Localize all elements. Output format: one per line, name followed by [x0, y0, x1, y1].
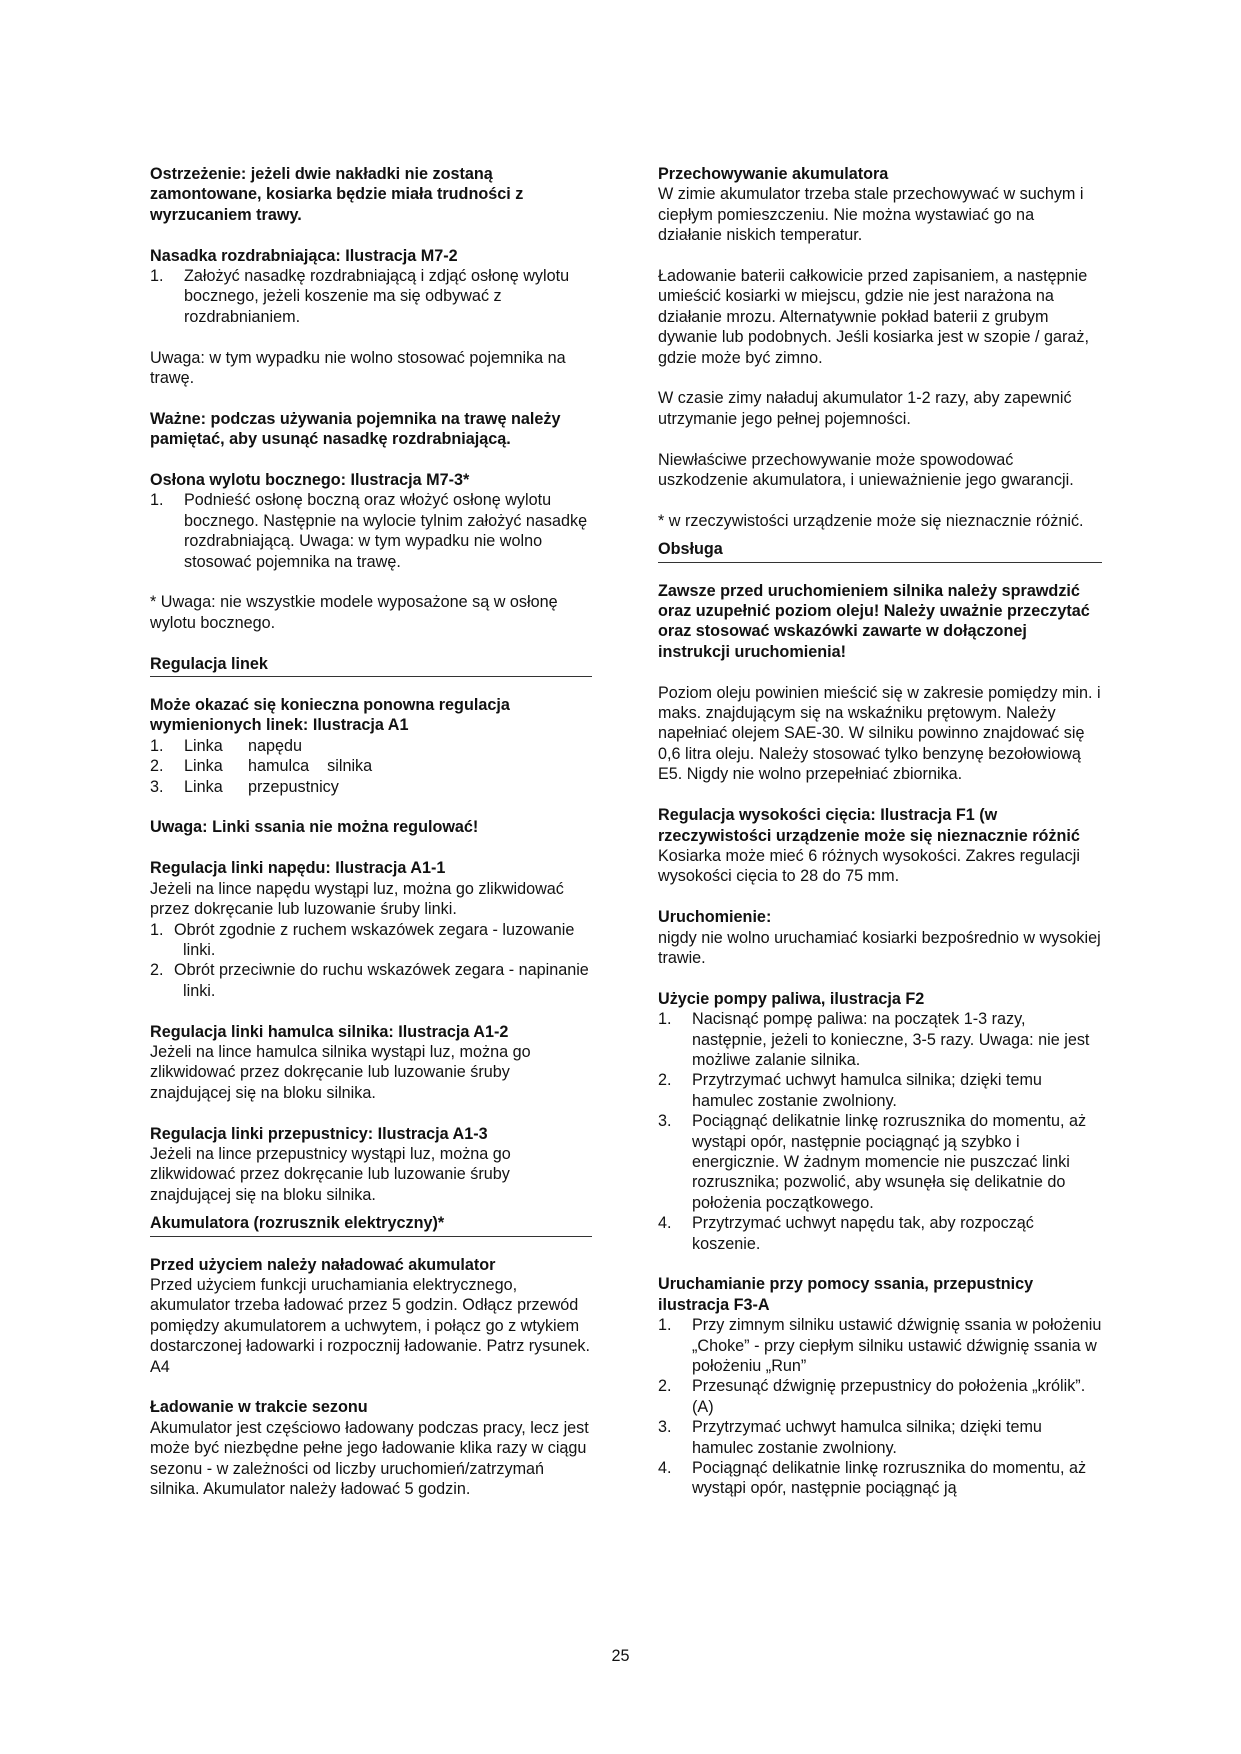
cutting-height-heading: Regulacja wysokości cięcia: Ilustracja F1 (w rzeczywistości urządzenie może się nieznacznie różnić	[658, 806, 1080, 845]
charge-heading: Przed użyciem należy naładować akumulator	[150, 1255, 496, 1274]
start-text: nigdy nie wolno uruchamiać kosiarki bezpośrednio w wysokiej trawie.	[658, 928, 1101, 967]
storage-heading: Przechowywanie akumulatora	[658, 165, 889, 183]
brake-cable-heading: Regulacja linki hamulca silnika: Ilustracja A1-2	[150, 1022, 509, 1041]
choke-start-heading: Uruchamianie przy pomocy ssania, przepustnicy ilustracja F3-A	[658, 1275, 1034, 1314]
throttle-cable-heading: Regulacja linki przepustnicy: Ilustracja A1-3	[150, 1124, 488, 1143]
choke-start-steps	[658, 1315, 1102, 1499]
storage-paragraph-4: Niewłaściwe przechowywanie może spowodować uszkodzenie akumulatora, i unieważnienie jego gwarancji.	[658, 450, 1074, 490]
list-item: 4. Przytrzymać uchwyt napędu tak, aby rozpocząć koszenie.	[658, 1214, 1034, 1253]
list-item: 2. Obrót przeciwnie do ruchu wskazówek zegara - napinanie linki.	[150, 961, 589, 1000]
list-item: 1. Podnieść osłonę boczną oraz włożyć osłonę wylotu bocznego. Następnie na wylocie tylnim założyć nasadkę rozdrabniającą. Uwaga: w tym wypadku nie wolno stosować pojemnika na trawę.	[150, 491, 588, 571]
season-charge-text: Akumulator jest częściowo ładowany podczas pracy, lecz jest może być niezbędne pełne jego ładowanie klika razy w ciągu sezonu - w zależności od liczby uruchomień/zatrzymań silnika. Akumulator należy ładować 5 godzin.	[150, 1418, 589, 1499]
side-discharge-note: * Uwaga: nie wszystkie modele wyposażone są w osłonę wylotu bocznego.	[150, 593, 558, 632]
fuel-pump-steps	[658, 1009, 1102, 1254]
oil-warning: Zawsze przed uruchomieniem silnika należy sprawdzić oraz uzupełnić poziom oleju! Należy uważnie przeczytać oraz stosować wskazówki zawarte w dołączonej instrukcji uruchomienia!	[658, 581, 1090, 661]
left-column	[150, 164, 592, 1499]
storage-paragraph-2: Ładowanie baterii całkowicie przed zapisaniem, a następnie umieścić kosiarki w miejscu, gdzie nie jest narażona na działanie mrozu. Alternatywnie pokład baterii z grubym dywanie lub podobnych. Jeśli kosiarka jest w szopie / garaż, gdzie może być zimno.	[658, 267, 1089, 367]
brake-cable-text: Jeżeli na lince hamulca silnika wystąpi luz, można go zlikwidować przez dokręcanie lub luzowanie śruby znajdującej się na bloku silnika.	[150, 1042, 531, 1102]
right-column	[658, 164, 1102, 1499]
list-item: 2. Przytrzymać uchwyt hamulca silnika; dzięki temu hamulec zostanie zwolniony.	[658, 1071, 1042, 1110]
grass-box-important: Ważne: podczas używania pojemnika na trawę należy pamiętać, aby usunąć nasadkę rozdrabniającą.	[150, 409, 561, 449]
mulching-plug-note: Uwaga: w tym wypadku nie wolno stosować pojemnika na trawę.	[150, 348, 566, 388]
throttle-cable-text: Jeżeli na lince przepustnicy wystąpi luz, można go zlikwidować przez dokręcanie lub luzowanie śruby znajdującej się na bloku silnika.	[150, 1144, 511, 1204]
list-item: 4. Pociągnąć delikatnie linkę rozrusznika do momentu, aż wystąpi opór, następnie pociągnąć ją	[658, 1459, 1087, 1498]
mulching-plug-steps	[150, 266, 592, 327]
oil-text: Poziom oleju powinien mieścić się w zakresie pomiędzy min. i maks. znajdującym się na wskaźniku prętowym. Należy napełniać olejem SAE-30. W silniku powinno znajdować się 0,6 litra oleju. Należy stosować tylko benzynę bezołowiową E5. Nigdy nie wolno przepełniać zbiornika.	[658, 683, 1101, 784]
side-discharge-steps	[150, 490, 592, 572]
section-heading-battery: Akumulatora (rozrusznik elektryczny)*	[150, 1213, 592, 1236]
drive-cable-steps	[150, 920, 592, 1002]
mulching-plug-heading: Nasadka rozdrabniająca: Ilustracja M7-2	[150, 246, 458, 265]
list-item: 1. Założyć nasadkę rozdrabniającą i zdjąć osłonę wylotu bocznego, jeżeli koszenie ma się odbywać z rozdrabnianiem.	[150, 267, 570, 326]
list-item: 3. Przytrzymać uchwyt hamulca silnika; dzięki temu hamulec zostanie zwolniony.	[658, 1418, 1042, 1457]
storage-footnote: * w rzeczywistości urządzenie może się nieznacznie różnić.	[658, 511, 1084, 530]
list-item: 1. Linka napędu	[150, 736, 303, 755]
choke-cable-note: Uwaga: Linki ssania nie można regulować!	[150, 818, 479, 837]
list-item: 3. Pociągnąć delikatnie linkę rozrusznika do momentu, aż wystąpi opór, następnie pociągnąć ją szybko i energicznie. W żadnym momencie nie puszczać linki rozrusznika; pozwolić, aby wsunęła się delikatnie do położenia początkowego.	[658, 1112, 1087, 1212]
cables-list	[150, 736, 592, 797]
drive-cable-heading: Regulacja linki napędu: Ilustracja A1-1	[150, 859, 446, 878]
section-heading-cables: Regulacja linek	[150, 654, 592, 677]
storage-paragraph-3: W czasie zimy naładuj akumulator 1-2 razy, aby zapewnić utrzymanie jego pełnej pojemności.	[658, 389, 1072, 428]
season-charge-heading: Ładowanie w trakcie sezonu	[150, 1398, 368, 1417]
mulching-warning: Ostrzeżenie: jeżeli dwie nakładki nie zostaną zamontowane, kosiarka będzie miała trudności z wyrzucaniem trawy.	[150, 165, 524, 224]
storage-text: W zimie akumulator trzeba stale przechowywać w suchym i ciepłym pomieszczeniu. Nie można wystawiać go na działanie niskich temperatur.	[658, 185, 1084, 245]
list-item: 1. Przy zimnym silniku ustawić dźwignię ssania w położeniu „Choke” - przy ciepłym silniku ustawić dźwignię ssania w położeniu „Run”	[658, 1316, 1102, 1376]
drive-cable-text: Jeżeli na lince napędu wystąpi luz, można go zlikwidować przez dokręcanie lub luzowanie śruby linki.	[150, 879, 564, 919]
list-item: 3. Linka przepustnicy	[150, 777, 339, 796]
cutting-height-text: Kosiarka może mieć 6 różnych wysokości. Zakres regulacji wysokości cięcia to 28 do 75 mm.	[658, 846, 1080, 886]
charge-text: Przed użyciem funkcji uruchamiania elektrycznego, akumulator trzeba ładować przez 5 godzin. Odłącz przewód pomiędzy akumulatorem a uchwytem, i połącz go z wtykiem dostarczonej ładowarki i rozpocznij ładowanie. Patrz rysunek. A4	[150, 1275, 590, 1376]
section-heading-operation: Obsługa	[658, 539, 1102, 562]
start-heading: Uruchomienie:	[658, 908, 772, 927]
fuel-pump-heading: Użycie pompy paliwa, ilustracja F2	[658, 989, 925, 1008]
side-discharge-heading: Osłona wylotu bocznego: Ilustracja M7-3*	[150, 471, 470, 490]
list-item: 2. Przesunąć dźwignię przepustnicy do położenia „królik”.(A)	[658, 1377, 1086, 1416]
list-item: 2. Linka hamulca silnika	[150, 757, 373, 776]
list-item: 1. Nacisnąć pompę paliwa: na początek 1-3 razy, następnie, jeżeli to konieczne, 3-5 razy. Uwaga: nie jest możliwe zalanie silnika.	[658, 1010, 1090, 1069]
cables-intro: Może okazać się konieczna ponowna regulacja wymienionych linek: Ilustracja A1	[150, 696, 510, 735]
page-number: 25	[611, 1647, 630, 1665]
list-item: 1. Obrót zgodnie z ruchem wskazówek zegara - luzowanie linki.	[150, 920, 575, 959]
